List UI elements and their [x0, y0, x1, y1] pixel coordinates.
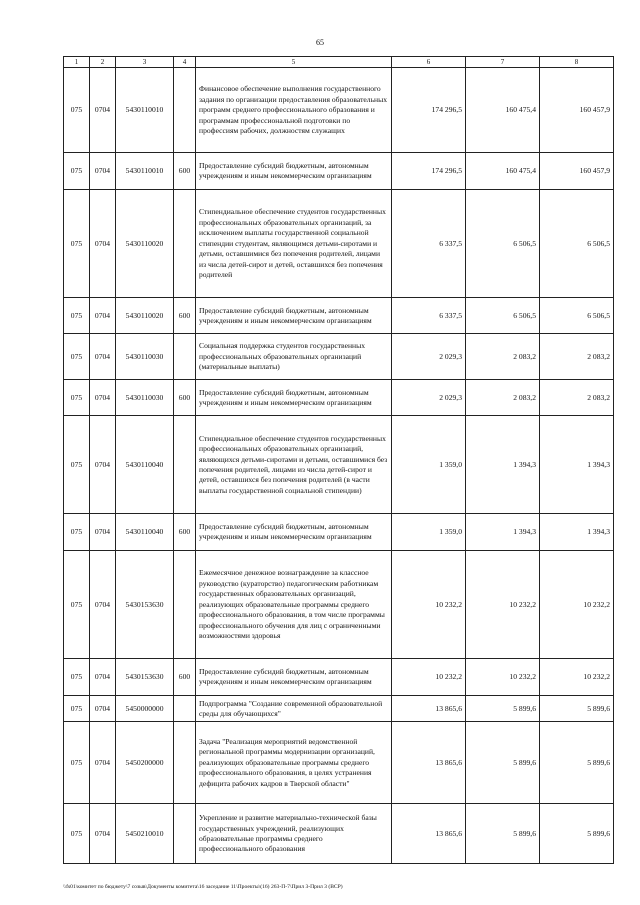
amount-year2: 1 394,3: [466, 416, 540, 514]
amount-year3: 10 232,2: [540, 659, 614, 696]
table-row: [64, 659, 614, 696]
row-description: Предоставление субсидий бюджетным, автономным учреждениям и иным некоммерческим организациям: [196, 514, 392, 551]
section-code: 0704: [90, 334, 116, 380]
col-header: 8: [540, 57, 614, 68]
table-row: [64, 514, 614, 551]
ministry-code: 075: [64, 416, 90, 514]
section-code: 0704: [90, 153, 116, 190]
target-code: 5430153630: [116, 551, 174, 659]
target-code: 5430153630: [116, 659, 174, 696]
amount-year3: 10 232,2: [540, 551, 614, 659]
table-row: [64, 68, 614, 153]
section-code: 0704: [90, 722, 116, 804]
amount-year1: 1 359,0: [392, 514, 466, 551]
table-row: [64, 334, 614, 380]
row-description: Задача "Реализация мероприятий ведомственной региональной программы модернизации организаций, реализующих образовательные программы среднего профессионального образования, в целях устранения дефицита рабочих кадров в Тверской области": [196, 722, 392, 804]
row-description: Укрепление и развитие материально-технической базы государственных учреждений, реализующих образовательные программы среднего профессионального образования: [196, 804, 392, 864]
ministry-code: 075: [64, 659, 90, 696]
target-code: 5450000000: [116, 696, 174, 722]
ministry-code: 075: [64, 298, 90, 334]
file-path-footer: \\fs01\комитет по бюджету\7 созыв\Документы комитета\16 заседание 11\Проекты\(16) 263-П-7\Прил 3-Прил 3 (ВСР): [63, 884, 343, 890]
section-code: 0704: [90, 696, 116, 722]
expense-type: [174, 722, 196, 804]
amount-year3: 1 394,3: [540, 514, 614, 551]
section-code: 0704: [90, 551, 116, 659]
target-code: 5430110040: [116, 514, 174, 551]
ministry-code: 075: [64, 551, 90, 659]
expense-type: 600: [174, 153, 196, 190]
section-code: 0704: [90, 514, 116, 551]
amount-year1: 13 865,6: [392, 696, 466, 722]
row-description: Предоставление субсидий бюджетным, автономным учреждениям и иным некоммерческим организациям: [196, 153, 392, 190]
row-description: Стипендиальное обеспечение студентов государственных профессиональных образовательных организаций, являющихся детьми-сиротами и детьми, оставшимися без попечения родителей, лицами из числа детей-сирот и детей, оставшихся без попечения родителей (в части выплаты государственной социальной стипендии): [196, 416, 392, 514]
amount-year1: 10 232,2: [392, 551, 466, 659]
row-description: Стипендиальное обеспечение студентов государственных профессиональных образовательных организаций, за исключением выплаты государственной социальной стипендии студентам, являющимся детьми-сиротами и детьми, оставшимися без попечения родителей, лицами из числа детей-сирот и детей, оставшихся без попечения родителей: [196, 190, 392, 298]
ministry-code: 075: [64, 804, 90, 864]
amount-year1: 13 865,6: [392, 804, 466, 864]
row-description: Финансовое обеспечение выполнения государственного задания по организации предоставления образовательных программ среднего профессионального образования и программам профессиональной подготовки по профессиям рабочих, должностям служащих: [196, 68, 392, 153]
amount-year1: 2 029,3: [392, 334, 466, 380]
table-row: [64, 380, 614, 416]
target-code: 5430110010: [116, 153, 174, 190]
amount-year2: 160 475,4: [466, 153, 540, 190]
amount-year2: 10 232,2: [466, 659, 540, 696]
amount-year1: 6 337,5: [392, 190, 466, 298]
amount-year3: 6 506,5: [540, 298, 614, 334]
expense-type: [174, 334, 196, 380]
amount-year2: 5 899,6: [466, 696, 540, 722]
expense-type: 600: [174, 514, 196, 551]
ministry-code: 075: [64, 68, 90, 153]
col-header: 5: [196, 57, 392, 68]
amount-year1: 13 865,6: [392, 722, 466, 804]
table-row: [64, 722, 614, 804]
amount-year2: 1 394,3: [466, 514, 540, 551]
table-row: [64, 153, 614, 190]
amount-year1: 2 029,3: [392, 380, 466, 416]
section-code: 0704: [90, 190, 116, 298]
section-code: 0704: [90, 804, 116, 864]
section-code: 0704: [90, 416, 116, 514]
col-header: 6: [392, 57, 466, 68]
amount-year2: 6 506,5: [466, 298, 540, 334]
target-code: 5430110010: [116, 68, 174, 153]
amount-year1: 174 296,5: [392, 153, 466, 190]
ministry-code: 075: [64, 722, 90, 804]
amount-year2: 160 475,4: [466, 68, 540, 153]
row-description: Предоставление субсидий бюджетным, автономным учреждениям и иным некоммерческим организациям: [196, 659, 392, 696]
amount-year3: 1 394,3: [540, 416, 614, 514]
col-header: 1: [64, 57, 90, 68]
section-code: 0704: [90, 68, 116, 153]
ministry-code: 075: [64, 334, 90, 380]
expense-type: [174, 551, 196, 659]
col-header: 3: [116, 57, 174, 68]
amount-year3: 5 899,6: [540, 804, 614, 864]
ministry-code: 075: [64, 153, 90, 190]
target-code: 5430110020: [116, 190, 174, 298]
row-description: Социальная поддержка студентов государственных профессиональных образовательных организаций (материальные выплаты): [196, 334, 392, 380]
amount-year1: 1 359,0: [392, 416, 466, 514]
ministry-code: 075: [64, 190, 90, 298]
amount-year3: 160 457,9: [540, 68, 614, 153]
target-code: 5450200000: [116, 722, 174, 804]
row-description: Ежемесячное денежное вознаграждение за классное руководство (кураторство) педагогическим работникам государственных образовательных организаций, реализующих образовательные программы среднего профессионального образования, в том числе программы профессионального обучения для лиц с ограниченными возможностями здоровья: [196, 551, 392, 659]
amount-year2: 6 506,5: [466, 190, 540, 298]
col-header: 2: [90, 57, 116, 68]
amount-year2: 5 899,6: [466, 804, 540, 864]
target-code: 5430110030: [116, 334, 174, 380]
expense-type: 600: [174, 298, 196, 334]
ministry-code: 075: [64, 380, 90, 416]
amount-year2: 10 232,2: [466, 551, 540, 659]
expense-type: [174, 804, 196, 864]
table-row: [64, 416, 614, 514]
amount-year3: 5 899,6: [540, 722, 614, 804]
page-number: 65: [316, 38, 324, 47]
table-row: [64, 804, 614, 864]
expense-type: [174, 68, 196, 153]
expense-type: 600: [174, 659, 196, 696]
col-header: 7: [466, 57, 540, 68]
table-row: [64, 696, 614, 722]
amount-year2: 5 899,6: [466, 722, 540, 804]
expense-type: [174, 190, 196, 298]
ministry-code: 075: [64, 514, 90, 551]
section-code: 0704: [90, 380, 116, 416]
amount-year3: 6 506,5: [540, 190, 614, 298]
amount-year2: 2 083,2: [466, 334, 540, 380]
row-description: Предоставление субсидий бюджетным, автономным учреждениям и иным некоммерческим организациям: [196, 380, 392, 416]
col-header: 4: [174, 57, 196, 68]
amount-year3: 160 457,9: [540, 153, 614, 190]
amount-year3: 2 083,2: [540, 334, 614, 380]
target-code: 5450210010: [116, 804, 174, 864]
table-row: [64, 298, 614, 334]
amount-year2: 2 083,2: [466, 380, 540, 416]
target-code: 5430110020: [116, 298, 174, 334]
amount-year3: 2 083,2: [540, 380, 614, 416]
amount-year1: 174 296,5: [392, 68, 466, 153]
table-row: [64, 551, 614, 659]
ministry-code: 075: [64, 696, 90, 722]
section-code: 0704: [90, 659, 116, 696]
table-row: [64, 190, 614, 298]
target-code: 5430110040: [116, 416, 174, 514]
amount-year1: 6 337,5: [392, 298, 466, 334]
target-code: 5430110030: [116, 380, 174, 416]
budget-table: [63, 56, 614, 864]
amount-year1: 10 232,2: [392, 659, 466, 696]
expense-type: 600: [174, 380, 196, 416]
amount-year3: 5 899,6: [540, 696, 614, 722]
row-description: Предоставление субсидий бюджетным, автономным учреждениям и иным некоммерческим организациям: [196, 298, 392, 334]
header-row: [64, 57, 614, 68]
expense-type: [174, 696, 196, 722]
section-code: 0704: [90, 298, 116, 334]
expense-type: [174, 416, 196, 514]
row-description: Подпрограмма "Создание современной образовательной среды для обучающихся": [196, 696, 392, 722]
